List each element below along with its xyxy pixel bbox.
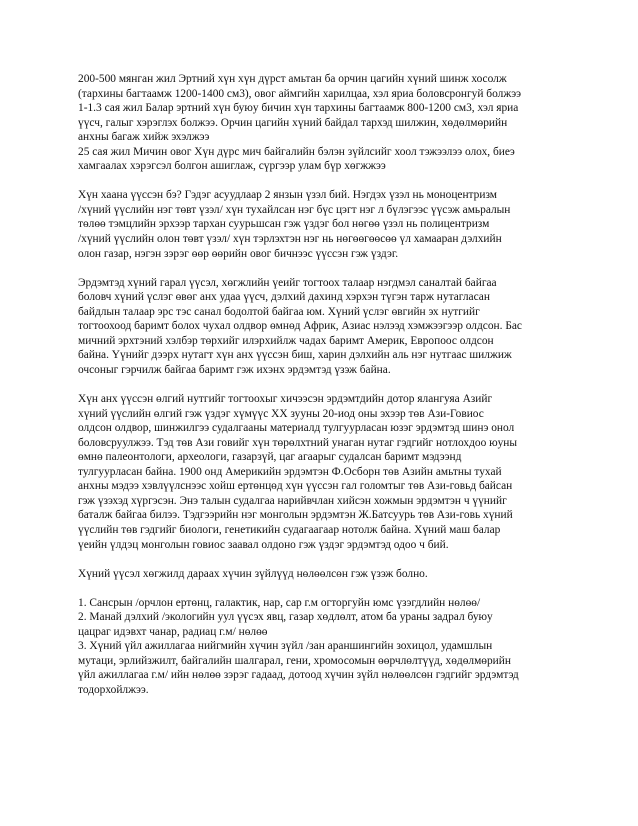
paragraph-6: Хүний үүсэл хөгжилд дараах хүчин зүйлүүд нөлөөлсөн гэж үзэж болно. [78,567,428,580]
paragraph-5: Хүн анх үүссэн өлгий нутгийг тогтоохыг хичээсэн эрдэмтдийн дотор ялангуяа Азийг хүний үүслийн өлгий гэж үздэг хүмүүс XX зууны 20-иод оны эхээр төв Ази-Говиос олдсон олдвор, шинжилгээ судалгааны материалд тулгуурласан юзэг эрдэмтэд шинэ онол боловсруулжээ. Тэд төв Ази говийг хүн төрөлхтний унаган нутаг гэдгийг нотлохдоо юуны өмнө палеонтологи, археологи, газарзүй, цаг агаарыг судалсан баримт мэдээнд тулгуурласан байна. 1900 онд Америкийн эрдэмтэн Ф.Осборн төв Азийн амьтны тухай анхны мэдээ хэвлүүлснээс хойш ертөнцөд хүн үүссэн гал голомтыг төв Ази-говьд байсан гэж үзэхэд хүргэсэн. Энэ талын судалгаа нарийвчлан хийсэн хожмын эрдэмтэн ч үүнийг баталж байгаа билээ. Тэдгээрийн нэг монголын эрдэмтэн Ж.Батсуурь төв Ази-говь хүний үүслийн төв гэдгийг биологи, генетикийн судагаагаар нотолж байна. Хүний маш балар үеийн үлдэц монголын говиос заавал олдоно гэж үздэг эрдэмтэд одоо ч бий. [78,393,518,551]
paragraph-2: 25 сая жил Мичин овог Хүн дүрс мич байгалийн бэлэн зүйлсийг хоол тэжээлээ олох, биеэ хамгаалах хэрэгсэл болгон ашиглаж, сүргээр улам бүр хөгжжээ [78,145,515,173]
paragraph-1: 200-500 мянган жил Эртний хүн хүн дүрст амьтан ба орчин цагийн хүний шинж хосолж (тархины багтаамж 1200-1400 см3), овог аймгийн харилцаа, хэл яриа боловсронгуй болжээ 1-1.3 сая жил Балар эртний хүн буюу бичин хүн тархины багтаамж 800-1200 см3, хэл яриа үүсч, галыг хэрэглэх болжээ. Орчин цагийн хүний байдал тархэд шилжин, хөдөлмөрийн анхны багаж хийж эхэлжээ [78,73,521,144]
paragraph-7: 1. Сансрын /орчлон ертөнц, галактик, нар, сар г.м огторгуйн юмс үзэгдлийн нөлөө/ 2. Манай дэлхий /экологийн уул үүсэх явц, газар хөдлөлт, атом ба ураны задрал буюу цацраг идэвхт чанар, радиац г.м/ нөлөө 3. Хүний үйл ажиллагаа нийгмийн хүчин зүйл /зан араншингийн зохицол, удамшлын мутаци, эрлийзжилт, байгалийн шалгарал, гени, хромосомын өөрчлөлтүүд, хөдөлмөрийн үйл ажиллагаа г.м/ ийн нөлөө зэрэг гадаад, дотоод хүчин зүйл нөлөөлсөн гэдгийг эрдэмтэд тодорхойлжээ. [78,596,519,696]
document-page [78,72,562,698]
paragraph-4: Эрдэмтэд хүний гарал үүсэл, хөгжлийн үеийг тогтоох талаар нэгдмэл саналтай байгаа боловч хүний үслэг өвөг анх удаа үүсч, дэлхий дахинд хэрхэн түгэн тарж нутагласан байдлын талаар эрс тэс санал бодолтой байгаа юм. Хүний үслэг өвгийн эх нутгийг тогтоохоод баримт болох чухал олдвор өмнөд Африк, Азиас нэлээд хэмжээгээр олдсон. Бас мичний эрхтэний хэлбэр төрхийг илэрхийлж чадах баримт Америк, Европоос олдсон байна. Үүнийг дээрх нутагт хүн анх үүссэн биш, харин дэлхийн аль нэг нутгаас шилжиж очсоныг гэрчилж байгаа баримт гэж ихэнх эрдэмтэд үзэж байна. [78,276,522,376]
paragraph-3: Хүн хаана үүссэн бэ? Гэдэг асуудлаар 2 янзын үзэл бий. Нэгдэх үзэл нь моноцентризм /хүний үүслийн нэг төвт үзэл/ хүн тухайлсан нэг бүс цэгт нэг л бүлэгээс үүсэж амьралын төлөө тэмцлийн эрхээр тархан суурьшсан гэж үздэг бол нөгөө үзэл нь полицентризм /хүний үүслийн олон төвт үзэл/ хүн тэрлэхтэн нэг нь нөгөөгөөсөө үл хамааран дэлхийн олон газар, нэгэн зэрэг өөр өөрийн овог бичнээс үүссэн гэж үздэг. [78,189,511,260]
